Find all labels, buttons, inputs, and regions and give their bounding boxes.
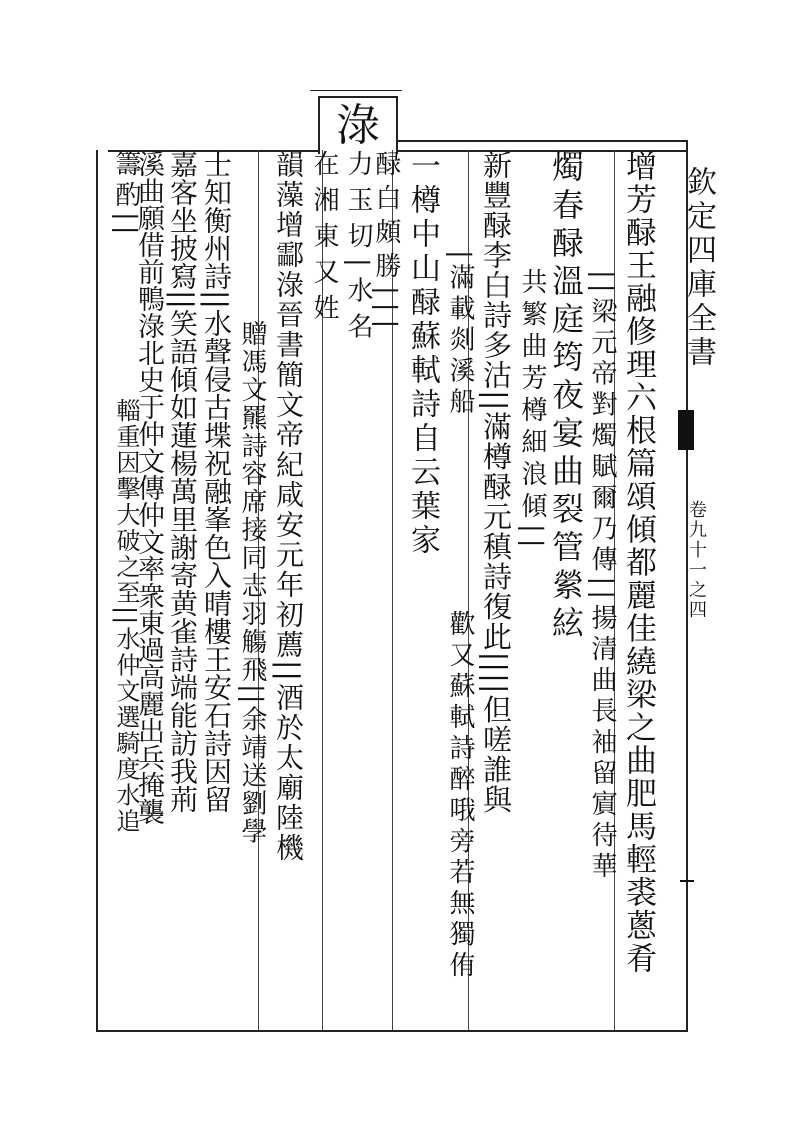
text-column: 共繁曲芳樽細浪傾|| — [517, 268, 547, 554]
text-column: 贈馮文羆詩容席接同志羽觴飛||余靖送劉學 — [237, 320, 267, 846]
text-column: 燭春醁溫庭筠夜宴曲裂管縈絃 — [547, 150, 585, 644]
text-column: 籌酌|| — [111, 150, 141, 240]
text-column: 輜重因擊大破之至||水仲文選騎度水追 — [112, 398, 140, 835]
text-column: 一樽中山醁蘇軾詩自云葉家 — [405, 150, 440, 558]
text-column: 新豐醁李白詩多沽||滿樽醁元稹詩復此||||但嗟誰與 — [479, 150, 513, 815]
text-column: 歡又蘇軾詩醉哦旁若無獨侑 — [445, 610, 475, 982]
text-column: 士知衡州詩||水聲侵古堞祝融峯色入晴樓王安石詩因留 — [200, 150, 233, 813]
text-column: 醁白頗勝||| — [371, 150, 401, 337]
text-column: 增芳醁王融修理六根篇頌傾都麗佳繞梁之曲肥馬輕裘蔥肴 — [620, 150, 656, 975]
text-column: 在湘東又姓 — [309, 150, 339, 330]
frame-top-right-rule — [396, 140, 688, 142]
text-column: 嘉客坐披寫||笑語傾如蓮楊萬里謝寄黄雀詩端能訪我荊 — [166, 150, 199, 813]
head-word-box — [318, 96, 398, 154]
frame-left-rule — [96, 150, 98, 1032]
margin-tick — [680, 880, 694, 882]
text-column: |滿載剡溪船 — [445, 250, 475, 419]
frame-bottom-rule — [96, 1030, 688, 1032]
text-column: 韻藻增酃淥晉書簡文帝紀咸安元年初薦||酒於太廟陸機 — [272, 150, 305, 863]
margin-volume: 卷九十一之四 — [686, 500, 707, 620]
text-column: 溪曲願借前鴨淥北史于仲文傳仲文率衆東過高麗出兵掩襲 — [133, 150, 164, 825]
text-column: ||梁元帝對燭賦爾乃傳||揚清曲長袖留賔待華 — [587, 270, 617, 884]
margin-title: 欽定四庫全書 — [681, 166, 716, 370]
head-word: 淥 — [336, 100, 380, 151]
head-box-top-rule — [310, 90, 402, 91]
text-column: 力玉切|水名 — [343, 150, 373, 349]
margin-fishtail-mark — [678, 410, 694, 450]
